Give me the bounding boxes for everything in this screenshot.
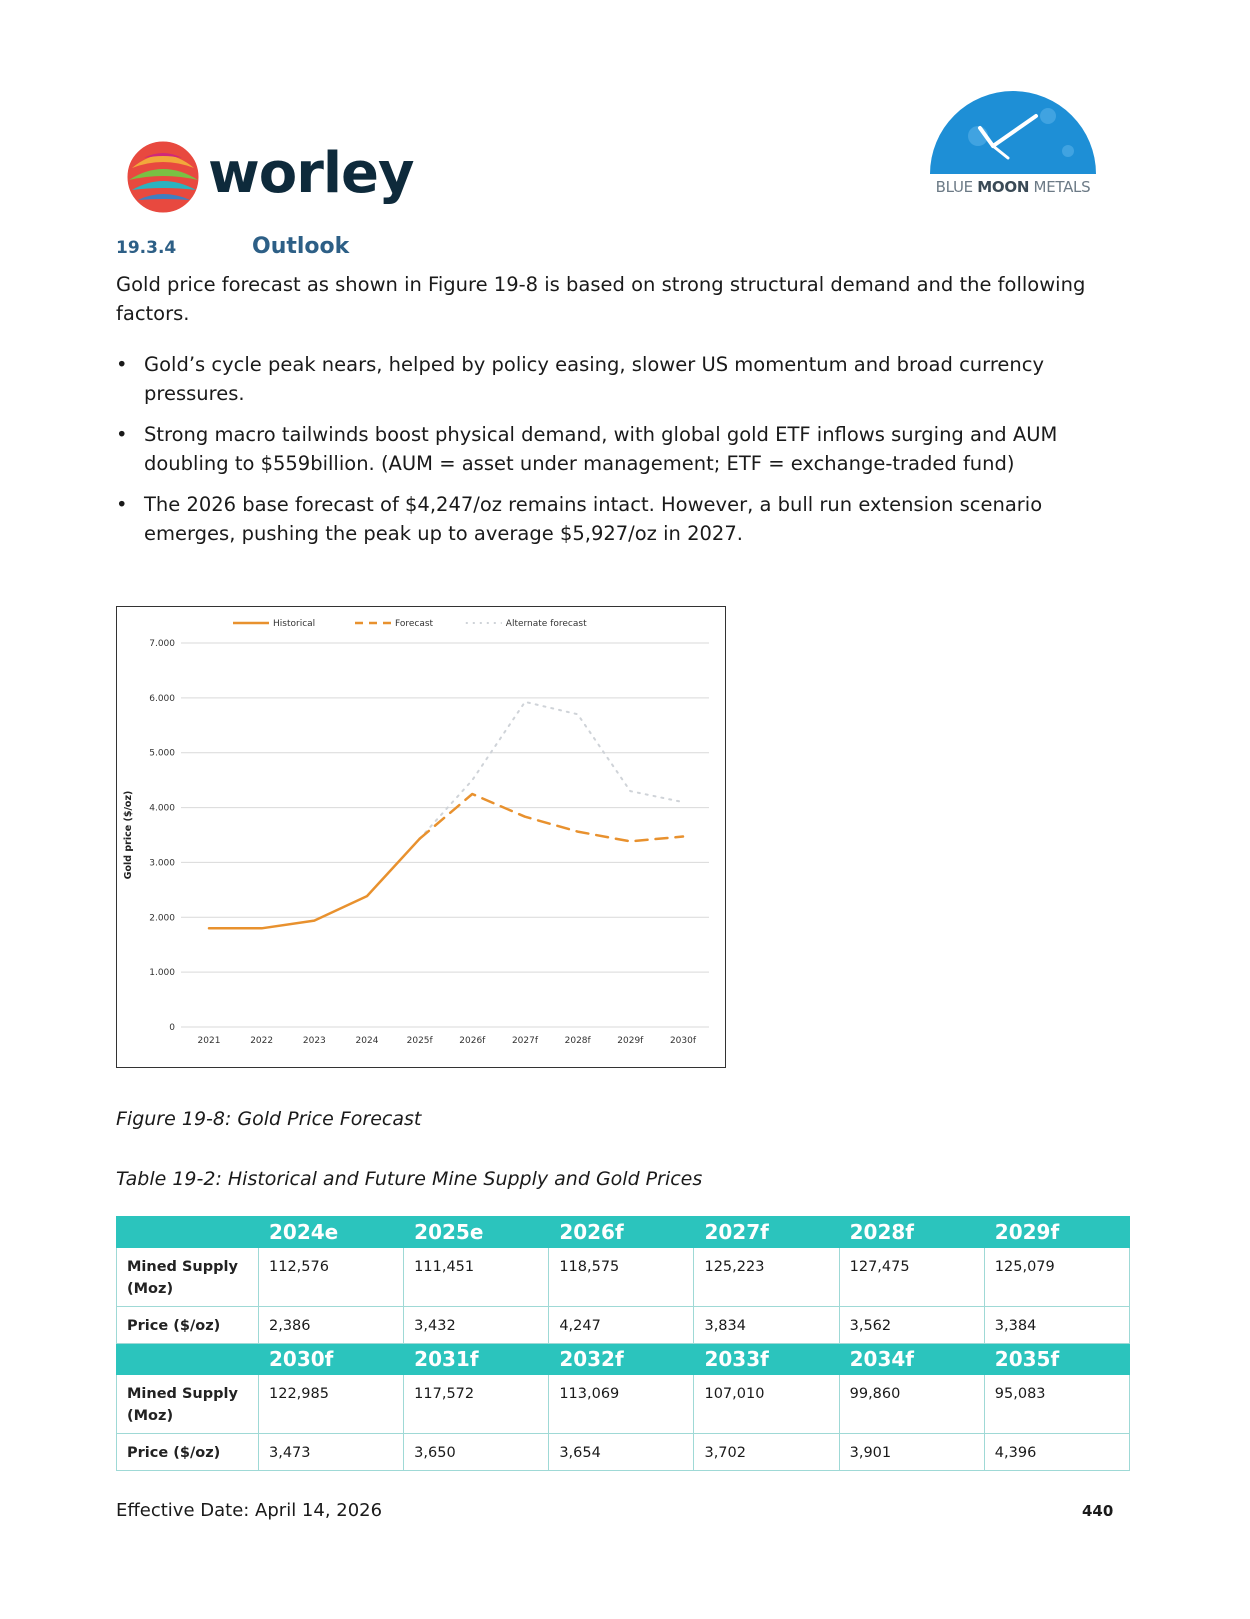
header-corner-cell [117,1344,259,1375]
year-header-cell: 2025e [404,1217,549,1248]
factor-bullet-list [116,350,1126,560]
bullet-item: • The 2026 base forecast of $4,247/oz remains intact. However, a bull run extension scenario emerges, pushing the peak up to average $5,927/oz in 2027. [116,490,1126,548]
x-tick-label: 2024 [355,1036,379,1046]
table-cell: 3,702 [694,1434,839,1471]
section-heading [116,234,349,259]
intro-paragraph: Gold price forecast as shown in Figure 19-8 is based on strong structural demand and the following factors. [116,273,1086,325]
y-tick-label: 5.000 [149,748,175,759]
table-cell: 4,247 [549,1307,694,1344]
table-cell: 4,396 [984,1434,1129,1471]
table-row [117,1307,1130,1344]
year-header-cell: 2031f [404,1344,549,1375]
table-cell: 113,069 [549,1375,694,1434]
effective-date: Effective Date: April 14, 2026 [116,1500,383,1521]
blue-moon-metals-logo-text: BLUE MOON METALS [935,178,1091,196]
x-tick-label: 2026f [459,1036,486,1046]
bullet-item: • Strong macro tailwinds boost physical demand, with global gold ETF inflows surging and AUM doubling to $559billion. (AUM = asset under management; ETF = exchange-traded fund) [116,420,1126,478]
year-header-cell: 2026f [549,1217,694,1248]
gold-price-chart [116,606,726,1068]
x-tick-label: 2028f [564,1036,591,1046]
moon-clock-icon [918,76,1108,176]
table-cell: 99,860 [839,1375,984,1434]
x-tick-label: 2030f [669,1036,697,1046]
y-tick-label: 3.000 [149,858,175,869]
worley-logo-text: worley [208,141,414,206]
y-tick-label: 0 [169,1023,175,1033]
y-axis-label: Gold price ($/oz) [123,790,134,880]
year-header-cell: 2029f [984,1217,1129,1248]
table-row [117,1248,1130,1307]
table-cell: 127,475 [839,1248,984,1307]
table-cell: 118,575 [549,1248,694,1307]
x-tick-label: 2023 [302,1036,326,1046]
row-label: Mined Supply (Moz) [117,1248,259,1307]
legend-label: Historical [273,619,316,629]
table-row [117,1375,1130,1434]
table-cell: 3,432 [404,1307,549,1344]
year-header-cell: 2032f [549,1344,694,1375]
table-cell: 3,384 [984,1307,1129,1344]
series-line-historical [209,839,420,929]
table-cell: 95,083 [984,1375,1129,1434]
y-tick-label: 6.000 [149,693,175,704]
year-header-cell: 2024e [259,1217,404,1248]
year-header-cell: 2027f [694,1217,839,1248]
year-header-row [117,1344,1130,1375]
table-cell: 111,451 [404,1248,549,1307]
table-cell: 3,650 [404,1434,549,1471]
year-header-cell: 2028f [839,1217,984,1248]
worley-swirl-icon [124,138,202,216]
legend-label: Alternate forecast [505,619,587,629]
x-tick-label: 2025f [406,1036,433,1046]
table-cell: 2,386 [259,1307,404,1344]
section-number: 19.3.4 [116,238,177,258]
blue-moon-metals-logo [918,76,1108,206]
bullet-dot-icon: • [116,493,128,516]
table-cell: 3,901 [839,1434,984,1471]
table-row [117,1434,1130,1471]
year-header-cell: 2030f [259,1344,404,1375]
year-header-cell: 2033f [694,1344,839,1375]
y-tick-label: 4.000 [149,803,175,814]
row-label: Price ($/oz) [117,1434,259,1471]
table-caption: Table 19-2: Historical and Future Mine Supply and Gold Prices [116,1168,703,1190]
bullet-dot-icon: • [116,353,128,376]
table-cell: 125,079 [984,1248,1129,1307]
x-tick-label: 2022 [250,1036,274,1046]
year-header-cell: 2035f [984,1344,1129,1375]
table-cell: 112,576 [259,1248,404,1307]
bullet-item: • Gold’s cycle peak nears, helped by policy easing, slower US momentum and broad currency pressures. [116,350,1126,408]
y-tick-label: 7.000 [149,639,175,649]
table-cell: 117,572 [404,1375,549,1434]
gold-price-chart-svg [117,607,727,1069]
series-line-alternate-forecast [420,702,683,839]
legend-label: Forecast [395,619,434,629]
bullet-dot-icon: • [116,423,128,446]
year-header-cell: 2034f [839,1344,984,1375]
header-corner-cell [117,1217,259,1248]
row-label: Price ($/oz) [117,1307,259,1344]
worley-logo [124,138,444,216]
row-label: Mined Supply (Moz) [117,1375,259,1434]
y-tick-label: 1.000 [149,968,175,979]
table-cell: 3,473 [259,1434,404,1471]
table-cell: 3,562 [839,1307,984,1344]
x-tick-label: 2027f [511,1036,539,1046]
page-number: 440 [1082,1502,1114,1520]
x-tick-label: 2021 [197,1036,221,1046]
table-cell: 125,223 [694,1248,839,1307]
mine-supply-price-table [116,1216,1130,1471]
figure-caption: Figure 19-8: Gold Price Forecast [116,1108,422,1130]
table-cell: 107,010 [694,1375,839,1434]
x-tick-label: 2029f [617,1036,644,1046]
section-title: Outlook [252,234,350,259]
y-tick-label: 2.000 [149,913,175,924]
series-line-forecast [420,794,683,841]
year-header-row [117,1217,1130,1248]
table-cell: 3,834 [694,1307,839,1344]
table-cell: 3,654 [549,1434,694,1471]
table-cell: 122,985 [259,1375,404,1434]
